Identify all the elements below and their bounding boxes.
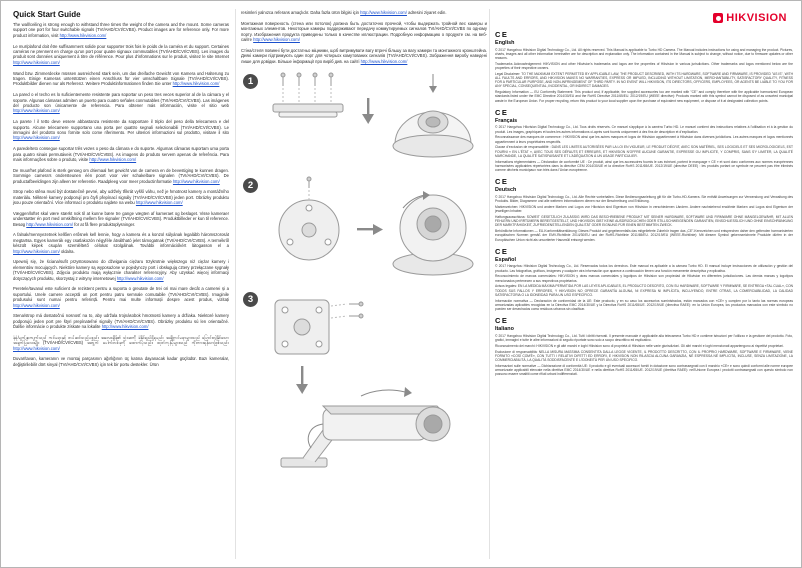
legal-text: Haftungsausschluss: SOWEIT GESETZLICH ZULÄSSIG WIRD DAS BESCHRIEBENE PRODUKT MIT SEINER HARDWARE, SOFTWARE UND FIRMWARE OHNE MÄNGELGEWÄHR, MIT ALLEN FEHLERN UND IRRTÜMERN BEREITGESTELLT, UND HIKVISION GIBT KEINE AUSDRÜCKLICHEN ODER STILLSCHWEIGENDEN GARANTIEN, EINSCHLIESSLICH UND OHNE EINSCHRÄNKUNG DER MARKTFÄHIGKEIT, ZUFRIEDENSTELLENDEN QUALITÄT ODER EIGNUNG FÜR EINEN BESTIMMTEN ZWECK. xyxy=(495,214,793,228)
installation-step-2 xyxy=(241,176,487,282)
legal-text: Reconocimiento de marcas comerciales: HIKVISION y otras marcas comerciales y logotipos de Hikvision son propiedad de Hikvision en diferentes jurisdicciones. Las demás marcas y logotipos mencionados pertenecen a sus respectivos propietarios. xyxy=(495,274,793,283)
hikvision-logo xyxy=(713,12,787,24)
legal-text: Reconnaissance des marques de commerce : HIKVISION ainsi que les autres marques et logos de Hikvision appartiennent à Hikvision dans diverses juridictions. Les autres marques et logos mentionnés appartiennent à leurs propriétaires respectifs. xyxy=(495,135,793,144)
installation-step-3 xyxy=(241,290,487,488)
hikvision-link[interactable]: http://www.hikvision.com/ xyxy=(13,248,60,254)
hikvision-link[interactable]: http://www.hikvision.com/ xyxy=(13,108,60,114)
intro-paragraph-my: နံရံ/မျက်နှာကျက်သည် ကင်မရာနှင့် တပ်ဆင်သည့်ပစ္စည်း အလေးချိန်၏ သုံးဆကို ခံနိုင်ရည်ရှိရမည်။ အချို့ကင်မရာများသည် ပြောင်းလဲနိုင်သော အချက်ပြလေးမျိုး (TVI/AHD/CVI/CVBS) အတွက် ပေါက်တစ်ခုကို ထောက်ပံ့သည်။ ထုတ်ကုန်ပုံများသည် ကိုးကားရန်သာဖြစ်သည်။ http://www.hikvision.com/ xyxy=(13,334,229,351)
legal-text: Avisos legales: EN LA MEDIDA MÁXIMA PERMITIDA POR LAS LEYES APLICABLES, EL PRODUCTO DESCRITO, CON SU HARDWARE, SOFTWARE Y FIRMWARE, SE ENTREGA «TAL CUAL», CON TODOS SUS FALLOS Y ERRORES, Y HIKVISION NO OFRECE GARANTÍA ALGUNA, NI EXPRESA NI IMPLÍCITA, INCLUYENDO, ENTRE OTRAS, LA COMERCIABILIDAD, LA CALIDAD SATISFACTORIA O LA IDONEIDAD PARA UN USO ESPECÍFICO. xyxy=(495,284,794,297)
legal-text: © 2017 Hangzhou Hikvision Digital Technology Co., Ltd. Tous droits réservés. Ce manuel s'applique à la caméra Turbo HD. Le manuel contient des instructions relatives à l'utilisation et à la gestion du produit. Les images, graphiques et toutes les autres informations ci-après sont fournis uniquement à des fins de description et d'explication. xyxy=(495,125,793,134)
left-column xyxy=(13,10,229,372)
intro-paragraph-pt: A parede/teto consegue suportar três vezes o peso da câmara e do suporte. Algumas câmaras suportam uma porta para quatro sinais permutáveis (TVI/AHD/CVI/CVBS). As imagens do produto servem apenas de referência. Para mais informações sobre o produto, visite http://www.hikvision.com/ xyxy=(13,146,229,162)
hikvision-link[interactable]: http://www.hikvision.com/ xyxy=(13,345,60,351)
legal-text: Riconoscimento dei marchi: HIKVISION e gli altri marchi e loghi Hikvision sono di proprietà di Hikvision nelle varie giurisdizioni. Gli altri marchi e loghi menzionati appartengono ai rispettivi proprietari. xyxy=(495,343,784,348)
section-title: Español xyxy=(495,256,516,263)
column-divider xyxy=(235,9,236,559)
legal-section-francais xyxy=(495,109,793,172)
ce-mark-icon: CE xyxy=(495,246,509,256)
legal-text: Markenzeichen: HIKVISION und andere Marken und Logos von Hikvision sind Eigentum von Hikvision in verschiedenen Ländern. Andere nachstehend erwähnte Marken und Logos sind Eigentum der jeweiligen Inhaber. xyxy=(495,204,793,214)
hikvision-link[interactable]: http://www.hikvision.com/ xyxy=(172,81,220,87)
bullet-camera-installation-diagram xyxy=(265,290,487,488)
legal-text: Clause d'exclusion de responsabilité : DANS LES LIMITES AUTORISÉES PAR LA LOI EN VIGUEUR, LE PRODUIT DÉCRIT, AVEC SON MATÉRIEL, SES LOGICIELS ET SES MICROLOGICIELS, EST FOURNI « EN L'ÉTAT », AVEC TOUS SES DÉFAUTS ET ERREURS, ET HIKVISION N'OFFRE AUCUNE GARANTIE, EXPRESSE OU IMPLICITE, Y COMPRIS, SANS S'Y LIMITER, LA QUALITÉ MARCHANDE, LA QUALITÉ SATISFAISANTE ET L'ADÉQUATION À UN USAGE PARTICULIER. xyxy=(495,145,793,158)
intro-paragraph-cs: Strop nebo stěna musí být dostatečně pevné, aby udržely třikrát vyšší váhu, než je hmotnost kamery a montážního materiálu. Některé kamery podporují pro čtyři přepínací signály (TVI/AHD/CVI/CVBS) jeden port. Obrázky produktu jsou pouze orientační. Více informací o produktu najdete na webu http://www.hikvision.com/ xyxy=(13,189,229,206)
intro-paragraph-pl: Upewnij się, że ściana/sufit przystosowano do dźwigania ciężaru trzykrotnie większego niż ciężar kamery i elementów mocujących. Niektóre kamery są wyposażone w pojedynczy port i obsługują cztery przełączane sygnały (TVI/AHD/CVI/CVBS). Zdjęcia produktu mają wyłącznie charakter referencyjny. Aby uzyskać więcej informacji dotyczących produktu, skorzystaj z witryny internetowej http://www.hikvision.com/ xyxy=(13,259,229,281)
turret-camera-diagram-svg xyxy=(265,176,477,282)
hikvision-link[interactable]: http://www.hikvision.com/ xyxy=(360,58,408,64)
page-title: Quick Start Guide xyxy=(13,10,81,19)
legal-text: Informations réglementaires — Déclaration de conformité UE : Ce produit, ainsi que les accessoires fournis le cas échéant, portent le marquage « CE » et sont donc conformes aux normes européennes harmonisées applicables répertoriées dans la directive CEM 2014/30/UE et la directive RoHS 2011/65/UE. 2012/19/UE (directive DEEE) : les produits portant ce symbole ne peuvent pas être éliminés comme déchets municipaux non triés dans l'Union européenne. xyxy=(495,159,793,173)
installation-step-1 xyxy=(241,72,487,168)
hikvision-link[interactable]: http://www.hikvision.com/ xyxy=(172,178,220,184)
hikvision-link[interactable]: http://www.hikvision.com/ xyxy=(59,32,107,38)
legal-text: © 2017 Hangzhou Hikvision Digital Technology Co., Ltd. Reservados todos los derechos. Este manual es aplicable a la cámara Turbo HD. El manual incluye instrucciones de utilización y gestión del producto. Las fotografías, gráficos, imágenes y cualquier otra información que aparece a continuación tienen una función meramente descriptiva y explicativa. xyxy=(495,264,793,273)
legal-section-english xyxy=(495,31,793,103)
intro-paragraph-uk: Стіна/стеля повинні бути достатньо міцними, щоб витримувати вагу втричі більшу за вагу камери та монтажного кронштейна. Деякі камери підтримують один порт для чотирьох комутованих сигналів (TVI/AHD/CVI/CVBS). Зображення виробу наведені лише для довідки. Більше інформації про виріб див. на сайті http://www.hikvision.com/ xyxy=(241,47,487,64)
section-title: Français xyxy=(495,117,518,124)
ce-mark-icon: CE xyxy=(495,30,509,39)
legal-section-deutsch xyxy=(495,178,793,241)
legal-text: Regulatory Information — EU Conformity Statement: This product and, if applicable, the supplied accessories too are marked with "CE" and comply therefore with the applicable harmonized European standards listed under the EMC Directive 2014/30/EU and the RoHS Directive 2011/65/EU. 2012/19/EU (WEEE directive): Products marked with this symbol cannot be disposed of as unsorted municipal waste in the European Union. For proper recycling, return this product to your local supplier upon the purchase of equivalent new equipment, or dispose of it at designated collection points. xyxy=(495,90,793,103)
intro-paragraph-ru: Монтажная поверхность (стена или потолок) должна быть достаточно прочной, чтобы выдержать тройной вес камеры и монтажных элементов. Некоторые камеры поддерживают передачу коммутируемых сигналов TVI/AHD/CVI/CVBS по одному порту. Изображения продукта приведены только в качестве иллюстрации. Подробную информацию о продукте см. на веб-сайте http://www.hikvision.com/ xyxy=(241,20,487,42)
legal-text: © 2017 Hangzhou Hikvision Digital Technology Co., Ltd. Alle Rechte vorbehalten. Diese Bedienungsanleitung gilt für die Turbo-HD-Kamera. Sie enthält Anweisungen zur Verwendung und Verwaltung des Produkts. Bilder, Diagramme und alle weiteren Informationen dienen nur der Beschreibung und Erklärung. xyxy=(495,194,793,204)
intro-paragraph-nl: De muur/het plafond is sterk genoeg om driemaal het gewicht van de camera en de bevestiging te kunnen dragen. Sommige camera's ondersteunen één poort voor vier schakelbare signalen (TVI/AHD/CVI/CVBS). De productafbeeldingen zijn alleen ter referentie. Raadpleeg voor meer productinformatie http://www.hikvision.com/ xyxy=(13,167,229,184)
dome-camera-installation-diagram xyxy=(265,72,487,168)
legal-text: Behördliche Informationen — EU-Konformitätserklärung: Dieses Produkt und gegebenenfalls das mitgelieferte Zubehör tragen das „CE"-Kennzeichen und entsprechen daher den geltenden harmonisierten europäischen Normen gemäß der EMV-Richtlinie 2014/30/EU und der RoHS-Richtlinie 2011/65/EU. 2012/19/EU (WEEE-Richtlinie): Mit diesem Symbol gekennzeichnete Produkte dürfen in der Europäischen Union nicht als unsortierter Hausmüll entsorgt werden. xyxy=(495,229,793,242)
hikvision-link[interactable]: http://www.hikvision.com/ xyxy=(89,157,137,162)
down-arrow-icon xyxy=(362,98,374,124)
bullet-camera-diagram-svg xyxy=(265,290,477,488)
column-divider xyxy=(489,9,490,559)
ce-mark-icon: CE xyxy=(495,177,509,187)
legal-section-italiano xyxy=(495,317,793,376)
hikvision-link[interactable]: http://www.hikvision.com/ xyxy=(13,59,60,65)
hikvision-link[interactable]: http://www.hikvision.com/ xyxy=(13,302,60,308)
intro-paragraph-fr: Le mur/plafond doit être suffisamment solide pour supporter trois fois le poids de la caméra et du support. Certaines caméras ne prennent en charge qu'un port pour quatre signaux commutables (TVI/AHD/CVI/CVBS). Les images du produit sont données uniquement à titre de référence. Pour plus d'informations sur le produit, visitez le site Internet http://www.hikvision.com/ xyxy=(13,43,229,65)
hikvision-logo-icon xyxy=(713,13,723,23)
middle-column xyxy=(241,10,487,494)
right-arrow-icon xyxy=(357,224,383,235)
legal-text: © 2017 Hangzhou Hikvision Digital Technology Co., Ltd. All rights reserved. This Manual is applicable to Turbo HD Camera. The Manual includes instructions for using and managing the product. Pictures, charts, images and all other information hereinafter are for description and explanation only. The information contained in the Manual is subject to change, without notice, due to firmware updates or other reasons. xyxy=(495,47,793,60)
step-number-badge: 3 xyxy=(243,292,258,307)
hikvision-link[interactable]: http://www.hikvision.com/ xyxy=(101,324,149,330)
legal-text: Legal Disclaimer: TO THE MAXIMUM EXTENT PERMITTED BY APPLICABLE LAW, THE PRODUCT DESCRIBED, WITH ITS HARDWARE, SOFTWARE AND FIRMWARE, IS PROVIDED "AS IS", WITH ALL FAULTS AND ERRORS, AND HIKVISION MAKES NO WARRANTIES, EXPRESS OR IMPLIED, INCLUDING WITHOUT LIMITATION, MERCHANTABILITY, SATISFACTORY QUALITY, FITNESS FOR A PARTICULAR PURPOSE, AND NON-INFRINGEMENT OF THIRD PARTY. IN NO EVENT WILL HIKVISION, ITS DIRECTORS, OFFICERS, EMPLOYEES, OR AGENTS BE LIABLE TO YOU FOR ANY SPECIAL, CONSEQUENTIAL, INCIDENTAL, OR INDIRECT DAMAGES. xyxy=(495,71,793,89)
intro-paragraph-it: La parete / il tetto deve essere abbastanza resistente da sopportare il triplo del peso della telecamera e del supporto. Alcune telecamere supportano una porta per quattro segnali selezionabili (TVI/AHD/CVI/CVBS). Le immagini del prodotto sono fornite solo come riferimento. Per ulteriori informazioni sul prodotto, visitare il sito http://www.hikvision.com/ xyxy=(13,119,229,141)
down-arrow-icon xyxy=(296,366,308,394)
hikvision-logo-text: HIKVISION xyxy=(726,12,787,24)
hikvision-link[interactable]: http://www.hikvision.com/ xyxy=(360,10,407,15)
section-title: English xyxy=(495,40,515,46)
step-number-badge: 2 xyxy=(243,178,258,193)
legal-text: Esclusione di responsabilità: NELLA MISURA MASSIMA CONSENTITA DALLA LEGGE VIGENTE, IL PRODOTTO DESCRITTO, CON IL PROPRIO HARDWARE, SOFTWARE E FIRMWARE, VIENE FORNITO «COSÌ COM'È», CON TUTTI I RELATIVI DIFETTI ED ERRORI, E HIKVISION NON RILASCIA ALCUNA GARANZIA, NÉ ESPRESSA NÉ IMPLICITA, INCLUSE, SENZA LIMITAZIONE, LA COMMERCIABILITÀ, LA QUALITÀ SODDISFACENTE E L'IDONEITÀ PER UN USO SPECIFICO. xyxy=(495,349,793,363)
intro-paragraph-es: La pared o el techo es lo suficientemente resistente para soportar un peso tres veces superior al de la cámara y el soporte. Algunas cámaras admiten un puerto para cuatro señales conmutables (TVI/AHD/CVI/CVBS). Las imágenes del producto son únicamente de referencia. Para obtener más información, visite el sitio web http://www.hikvision.com/ xyxy=(13,92,229,114)
section-title: Deutsch xyxy=(495,187,517,194)
hikvision-link[interactable]: http://www.hikvision.com/ xyxy=(135,200,183,206)
step-number-badge: 1 xyxy=(243,74,258,89)
ce-mark-icon: CE xyxy=(495,316,509,326)
legal-text: Trademarks Acknowledgement: HIKVISION and other Hikvision's trademarks and logos are the properties of Hikvision in various jurisdictions. Other trademarks and logos mentioned below are the properties of their respective owners. xyxy=(495,61,793,70)
section-title: Italiano xyxy=(495,326,514,333)
intro-paragraph-en: The wall/ceiling is strong enough to withstand three times the weight of the camera and the mount. Some cameras support one port for four switchable signals (TVI/AHD/CVI/CVBS). Product images are for reference only. For more product information, visit http://www.hikvision.com/ xyxy=(13,22,229,38)
intro-paragraph-de: Wand bzw. Zimmerdecke müssen ausreichend stark sein, um das dreifache Gewicht von Kamera und Halterung zu tragen. Einige Kameras unterstützen einen Anschluss für vier umschaltbare Signale (TVI/AHD/CVI/CVBS). Produktbilder dienen nur als Referenz. Weitere Produktinformationen finden Sie unter http://www.hikvision.com/ xyxy=(13,70,229,87)
screws xyxy=(281,73,333,86)
intro-paragraph-ro: Peretele/tavanul este suficient de rezistent pentru a suporta o greutate de trei ori mai mare decât a camerei și a suportului. Unele camere acceptă un port pentru patru semnale comutabile (TVI/AHD/CVI/CVBS). Imaginile produsului sunt numai pentru referință. Pentru mai multe informații despre acest produs, vizitați http://www.hikvision.com/ xyxy=(13,286,229,308)
legal-text: © 2017 Hangzhou Hikvision Digital Technology Co., Ltd. Tutti i diritti riservati. Il presente manuale è applicabile alla telecamera Turbo HD e contiene istruzioni per l'utilizzo e la gestione del prodotto. Foto, grafici, immagini e tutte le altre informazioni di seguito riportate sono solo a scopo descrittivo ed esplicativo. xyxy=(495,333,793,343)
legal-section-espanol xyxy=(495,248,793,311)
dome-camera-diagram-svg xyxy=(265,72,477,168)
intro-paragraph-tr-continued: resimleri yalnızca referans amaçlıdır. Daha fazla ürün bilgisi için http://www.hikvision.com/ adresini ziyaret edin. xyxy=(241,10,447,15)
ce-mark-icon: CE xyxy=(495,107,509,117)
hikvision-link[interactable]: http://www.hikvision.com/ xyxy=(13,135,60,141)
intro-paragraph-da: Væggen/loftet skal være stærkt nok til at kunne bære tre gange vægten af kameraet og beslaget. Visse kameraer understøtter én port med omskiftning mellem fire signaler (TVI/AHD/CVI/CVBS). Produktbilleder er kun til reference. Besøg http://www.hikvision.com/ for at få flere produktoplysninger. xyxy=(13,210,229,227)
right-column xyxy=(495,31,793,383)
hikvision-link[interactable]: http://www.hikvision.com/ xyxy=(116,275,164,281)
intro-paragraph-sk: Stena/strop má dostatočnú nosnosť na to, aby udržala trojnásobok hmotnosti kamery a držiaka. Niektoré kamery podporujú jeden port pre štyri prepínateľné signály (TVI/AHD/CVI/CVBS). Obrázky produktu sú len orientačné. Ďalšie informácie o produkte získate na lokalite http://www.hikvision.com/ xyxy=(13,313,229,330)
hikvision-link[interactable]: http://www.hikvision.com/ xyxy=(253,37,300,42)
hikvision-link[interactable]: http://www.hikvision.com/ xyxy=(26,221,74,227)
intro-paragraph-hu: A falnak/mennyezetnek kellően erősnek kell lennie, hogy a kamera és a konzol súlyának legalább háromszorosát megtartsa. Egyes kamerák egy csatlakozón négyféle átváltható jelet támogatnak (TVI/AHD/CVI/CVBS). A termékről készült képek csupán szemléltető célokat szolgálnak. További információkért látogasson el a http://www.hikvision.com/ oldalra. xyxy=(13,232,229,254)
legal-text: Información normativa — Declaración de conformidad de la UE: Este producto, y en su caso los accesorios suministrados, están marcados con «CE» y cumplen por lo tanto las normas europeas armonizadas aplicables recogidas en la Directiva EMC 2014/30/UE y la Directiva RoHS 2011/65/UE. 2012/19/UE (directiva RAEE): en la Unión Europea, los productos marcados con este símbolo no pueden ser desechados como residuos urbanos sin clasificar. xyxy=(495,298,793,312)
legal-text: Informazioni sulle normative — Dichiarazione di conformità UE: Il prodotto e gli eventuali accessori forniti in dotazione sono contrassegnati con il marchio «CE» e sono quindi conformi alle norme europee armonizzate applicabili elencate nella direttiva EMC 2014/30/UE e nella direttiva RoHS 2011/65/UE. 2012/19/UE (direttiva RAEE): nell'Unione Europea i prodotti contrassegnati con questo simbolo non possono essere smaltiti come rifiuti urbani indifferenziati. xyxy=(495,363,793,377)
intro-paragraph-tr: Duvar/tavan, kameranın ve montaj parçasının ağırlığının üç katına dayanacak kadar güçlüdür. Bazı kameralar, değiştirilebilir dört sinyal (TVI/AHD/CVI/CVBS) için tek bir portu destekler. Ürün xyxy=(13,356,229,367)
turret-camera-installation-diagram xyxy=(265,176,487,282)
